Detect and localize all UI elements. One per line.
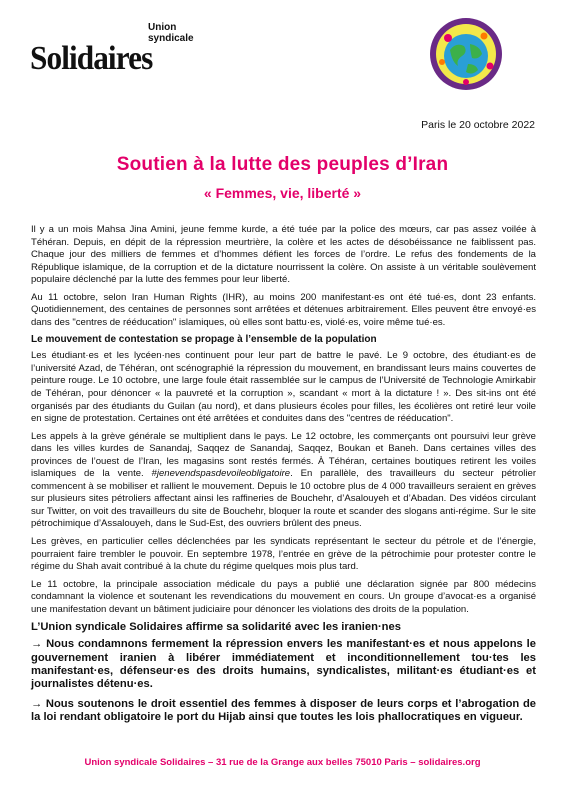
logo-subtitle: Union syndicale (148, 22, 194, 44)
paragraph-strikes (31, 431, 536, 531)
document-subtitle: « Femmes, vie, liberté » (203, 185, 362, 201)
document-date: Paris le 20 octobre 2022 (421, 119, 535, 131)
paragraph-doctors-lawyers: Le 11 octobre, la principale association médicale du pays a publié une déclaration signée par 800 médecins condamnant la violence et soutenant les revendications du mouvement en cours. Un groupe d’avocat·es a organisé une manifestation devant un bâtiment judiciaire pour dénoncer les violations des droits de la population. (31, 578, 536, 615)
section-heading-movement: Le mouvement de contestation se propage à l’ensemble de la population (31, 334, 377, 346)
paragraph-intro: Il y a un mois Mahsa Jina Amini, jeune femme kurde, a été tuée par la police des mœurs, car pas assez voilée à Téhéran. Depuis, en dépit de la répression meurtrière, la colère et les actes de désobéissance ne faiblissent pas. Chaque jour des milliers de femmes et d’hommes défient les forces de l’ordre. Le refus des fondements de la République islamique, de la corruption et de la dictature nourrissent la colère. On assiste à un véritable soulèvement populaire déclenché par la lutte des femmes pour leur liberté. (31, 224, 536, 286)
paragraph-oil-energy: Les grèves, en particulier celles déclenchées par les syndicats représentant le secteur du pétrole et de l’énergie, pourraient faire trembler le pouvoir. En septembre 1978, l’entrée en grève de la pétrochimie pour protester contre le régime du Shah avait contribué à la chute du régime quelques mois plus tard. (31, 536, 536, 573)
solidaires-logo (30, 22, 200, 82)
paragraph-students: Les étudiant·es et les lycéen·nes continuent pour leur part de battre le pavé. Le 9 octobre, des étudiant·es de l’université Azad, de Téhéran, ont scénographié la répression du mouvement, en brandissant leurs mains couvertes de peinture rouge. Le 10 octobre, une large foule était rassemblée sur le campus de l’Université de Technologie Amirkabir de Téhéran, pour dénoncer « la pauvreté et la corruption », scandant « mort à la dictature ! ». Des sit-ins ont été organisés par des étudiants du Guilan (au nord), et dans plusieurs écoles pour filles, les écolières ont retiré leur voile en signe de protestation. Certaines ont été arrêtées et conduites dans des "centres de rééducation". (31, 350, 536, 425)
footer-address: Union syndicale Solidaires – 31 rue de la Grange aux belles 75010 Paris – solidaires.org (84, 757, 481, 768)
paragraph-victims: Au 11 octobre, selon Iran Human Rights (IHR), au moins 200 manifestant·es ont été tué·es, dont 23 enfants. Quotidiennement, des centaines de personnes sont arrêtées et détenues arbitrairement. Elles peuvent être envoyé·es dans des "centres de rééducation" islamiques, où elles sont battu·es, violé·es, voire même tué·es. (31, 291, 536, 328)
logo-name: Solidaires (30, 40, 153, 77)
paragraph-strikes-part2: . En parallèle, des travailleurs du secteur pétrolier commencent à se mobiliser et rallient le mouvement. Depuis le 10 octobre plus de 4 000 travailleurs seraient en grèves sur plusieurs sites pétroliers affectant ainsi les raffineries de Bouchehr, d’Asalouyeh et d’Abadan. Des vidéos circulant sur Twitter, on voit des travailleurs du site de Bouchehr, bloquer la route et scander des slogans anti-régime. Sur le site pétrochimique d’Assalouyeh, dans le Sud-Est, des ouvriers brûlent des pneus. (31, 468, 536, 530)
paragraph-strikes-part1: Les appels à la grève générale se multiplient dans le pays. Le 12 octobre, les commerçants ont poursuivi leur grève dans les villes kurdes de Sanandaj, Saqqez de Sanandaj, Saqqez, Boukan et Baneh. Dans certaines villes des provinces de l’ouest de l’Iran, les magasins sont restés fermés. À Téhéran, certaines boutiques retirent les voiles islamiques de la vente. (31, 430, 536, 480)
document-title: Soutien à la lutte des peuples d’Iran (116, 154, 449, 175)
hashtag: #jenevendspasdevoileobligatoire (151, 468, 291, 480)
statement-condemn: → Nous condamnons fermement la répression envers les manifestant·es et nous appelons le gouvernement iranien à libérer immédiatement et inconditionnellement tou·tes les manifestant·es, défenseur·es des droits humains, syndicalistes, militant·es étudiant·es et journalistes détenu·es. (31, 638, 536, 691)
statement-support: → Nous soutenons le droit essentiel des femmes à disposer de leurs corps et l’abrogation de la loi rendant obligatoire le port du Hijab ainsi que toutes les lois phallocratiques en vigueur. (31, 697, 536, 723)
globe-badge-icon (428, 16, 504, 92)
section-heading-solidarity: L’Union syndicale Solidaires affirme sa solidarité avec les iranien·nes (31, 621, 401, 634)
document-body (31, 224, 536, 730)
